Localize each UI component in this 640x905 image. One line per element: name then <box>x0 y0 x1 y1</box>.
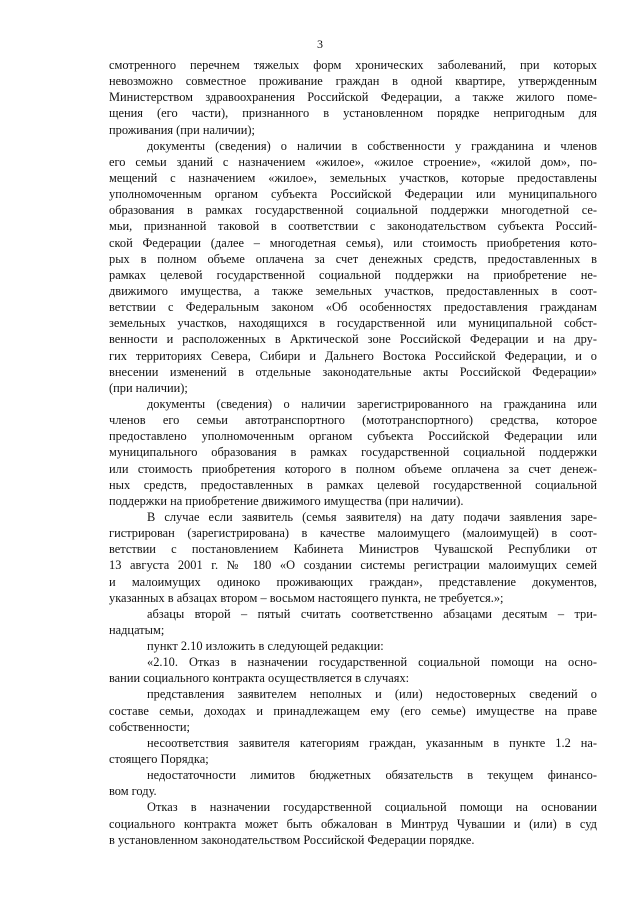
text-line: гистрирован (зарегистрирована) в качестве малоимущего (малоимущей) в соот- <box>109 526 597 541</box>
text-line: земельных участков, находящихся в государственной или муниципальной собст- <box>109 316 597 331</box>
text-line: проживания (при наличии); <box>109 122 255 137</box>
text-line: документы (сведения) о наличии в собственности у гражданина и членов <box>147 138 597 153</box>
text-line: Министерством здравоохранения Российской Федерации, а также жилого поме- <box>109 90 597 105</box>
text-line: недостаточности лимитов бюджетных обязательств в текущем финансо- <box>147 768 597 783</box>
text-line: составе семьи, доходах и принадлежащем ему (его семье) имуществе на праве <box>109 703 597 718</box>
text-line: венности и расположенных в Арктической зоне Российской Федерации и на дру- <box>109 332 597 347</box>
text-line: 13 августа 2001 г. № 180 «О создании системы регистрации малоимущих семей <box>109 558 597 573</box>
text-line: ветствии с Федеральным законом «Об особенностях предоставления гражданам <box>109 300 597 315</box>
text-line: муниципального образования в рамках государственной социальной поддержки <box>109 445 597 460</box>
text-line: поддержки на приобретение движимого имущества (при наличии). <box>109 493 464 508</box>
document-body <box>109 57 597 848</box>
text-line: абзацы второй – пятый считать соответственно абзацами десятым – три- <box>147 606 597 621</box>
text-line: движимого имущества, а также земельных участков, предоставленных в соот- <box>109 283 597 298</box>
text-line: внесении изменений в отдельные законодательные акты Российской Федерации» <box>109 364 597 379</box>
text-line: рых в полном объеме оплачена за счет денежных средств, предоставленных в <box>109 251 597 266</box>
text-line: образования в рамках государственной социальной поддержки многодетной се- <box>109 203 597 218</box>
text-line: или стоимость приобретения которого в полном объеме оплачена за счет денеж- <box>109 461 597 476</box>
text-line: собственности; <box>109 719 190 734</box>
text-line: ветствии с постановлением Кабинета Министров Чувашской Республики от <box>109 542 597 557</box>
text-line: Отказ в назначении государственной социальной помощи на основании <box>147 800 597 815</box>
text-line: (при наличии); <box>109 380 188 395</box>
text-line: ской Федерации (далее – многодетная семья), или стоимость приобретения кото- <box>109 235 597 250</box>
text-line: В случае если заявитель (семья заявителя) на дату подачи заявления заре- <box>147 509 597 524</box>
text-line: его семьи зданий с назначением «жилое», «жилое строение», «жилой дом», по- <box>109 154 597 169</box>
text-line: вом году. <box>109 784 157 799</box>
text-line: ных средств, предоставленных в рамках целевой государственной социальной <box>109 477 597 492</box>
text-line: уполномоченным органом субъекта Российской Федерации или муниципального <box>109 187 597 202</box>
text-line: документы (сведения) о наличии зарегистрированного на гражданина или <box>147 396 597 411</box>
text-line: предоставлено уполномоченным органом субъекта Российской Федерации или <box>109 429 597 444</box>
text-line: невозможно совместное проживание граждан в одной квартире, утвержденным <box>109 74 597 89</box>
text-line: вании социального контракта осуществляется в случаях: <box>109 671 410 686</box>
text-line: гих территориях Севера, Сибири и Дальнего Востока Российской Федерации, и о <box>109 348 597 363</box>
text-line: «2.10. Отказ в назначении государственной социальной помощи на осно- <box>147 655 597 670</box>
text-line: несоответствия заявителя категориям граждан, указанным в пункте 1.2 на- <box>147 735 597 750</box>
text-line: и малоимущих одиноко проживающих граждан», представление документов, <box>109 574 597 589</box>
text-line: указанных в абзацах втором – восьмом настоящего пункта, не требуется.»; <box>109 590 504 605</box>
text-line: щения (его части), признанного в установленном порядке непригодным для <box>109 106 597 121</box>
text-line: смотренного перечнем тяжелых форм хронических заболеваний, при которых <box>109 58 597 72</box>
text-line: надцатым; <box>109 622 165 637</box>
text-line: членов его семьи автотранспортного (мототранспортного) средства, которое <box>109 413 597 428</box>
text-line: мещений с назначением «жилое», земельных участков, которые предоставлены <box>109 170 597 185</box>
text-line: представления заявителем неполных и (или) недостоверных сведений о <box>147 687 597 702</box>
text-line: мьи, признанной таковой в соответствии с законодательством субъекта Россий- <box>109 219 597 234</box>
text-line: рамках целевой государственной социальной поддержки на приобретение не- <box>109 267 597 282</box>
text-line: стоящего Порядка; <box>109 752 209 767</box>
text-line: в установленном законодательством Российской Федерации порядке. <box>109 832 475 847</box>
text-line: пункт 2.10 изложить в следующей редакции: <box>147 639 384 654</box>
text-line: социального контракта может быть обжалован в Минтруд Чувашии и (или) в суд <box>109 816 597 831</box>
page-number: 3 <box>317 37 323 51</box>
